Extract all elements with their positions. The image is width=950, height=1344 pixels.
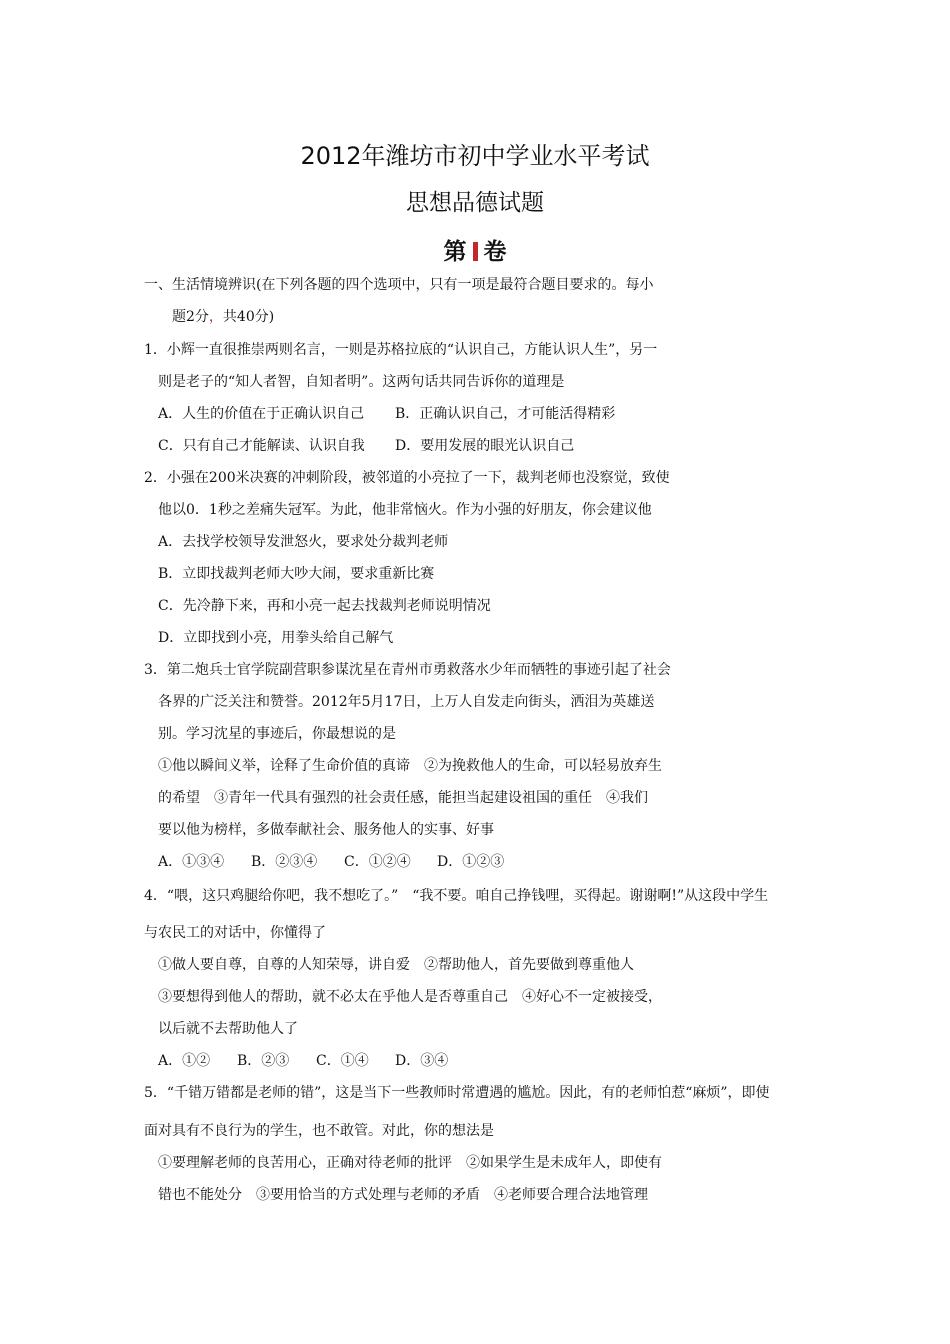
q3-option-a: A．①③④ bbox=[158, 854, 225, 870]
roman-numeral-one-mark bbox=[473, 242, 478, 261]
q4-option-d: D．③④ bbox=[395, 1053, 449, 1069]
q2-stem-line-1: 2．小强在200米决赛的冲刺阶段，被邻道的小亮拉了一下，裁判老师也没察觉，致使 bbox=[144, 470, 670, 486]
q5-statement-line-2: 错也不能处分 ③要用恰当的方式处理与老师的矛盾 ④老师要合理合法地管理 bbox=[158, 1187, 648, 1203]
q3-statement-line-3: 要以他为榜样，多做奉献社会、服务他人的实事、好事 bbox=[158, 822, 494, 838]
exam-subtitle: 思想品德试题 bbox=[406, 190, 544, 216]
q4-option-c: C．①④ bbox=[316, 1053, 369, 1069]
q2-option-d: D．立即找到小亮，用拳头给自己解气 bbox=[158, 630, 394, 646]
q4-stem-line-2: 与农民工的对话中，你懂得了 bbox=[144, 925, 326, 941]
q3-statement-line-1: ①他以瞬间义举，诠释了生命价值的真谛 ②为挽救他人的生命，可以轻易放弃生 bbox=[158, 758, 662, 774]
q4-statement-line-3: 以后就不去帮助他人了 bbox=[158, 1021, 298, 1037]
exam-title: 2012年潍坊市初中学业水平考试 bbox=[300, 142, 650, 170]
q3-stem-line-2: 各界的广泛关注和赞誉。2012年5月17日，上万人自发走向街头，洒泪为英雄送 bbox=[158, 694, 655, 710]
part-heading bbox=[0, 233, 950, 266]
q2-option-b: B．立即找裁判老师大吵大闹，要求重新比赛 bbox=[158, 566, 435, 582]
q4-option-b: B．②③ bbox=[237, 1053, 290, 1069]
q3-stem-line-3: 别。学习沈星的事迹后，你最想说的是 bbox=[158, 726, 396, 742]
red-separator: ， bbox=[208, 309, 223, 325]
q2-stem-line-2: 他以0．1秒之差痛失冠军。为此，他非常恼火。作为小强的好朋友，你会建议他 bbox=[158, 502, 652, 518]
q5-stem-line-2: 面对具有不良行为的学生，也不敢管。对此，你的想法是 bbox=[144, 1123, 494, 1139]
points-total: 共40分) bbox=[222, 309, 275, 325]
q4-stem-line-1: 4．“喂，这只鸡腿给你吧，我不想吃了。” “我不要。咱自己挣钱哩，买得起。谢谢啊!”从这段中学生 bbox=[144, 888, 769, 904]
section-heading-line-1: 一、生活情境辨识(在下列各题的四个选项中，只有一项是最符合题目要求的。每小 bbox=[144, 277, 654, 293]
q2-option-a: A．去找学校领导发泄怒火，要求处分裁判老师 bbox=[158, 534, 449, 550]
q1-stem-line-1: 1．小辉一直很推崇两则名言，一则是苏格拉底的“认识自己，方能认识人生”，另一 bbox=[144, 342, 658, 358]
q4-option-a: A．①② bbox=[158, 1053, 211, 1069]
section-heading-line-2 bbox=[172, 308, 274, 326]
q1-stem-line-2: 则是老子的“知人者智，自知者明”。这两句话共同告诉你的道理是 bbox=[158, 374, 565, 390]
q4-statement-line-1: ①做人要自尊，自尊的人知荣辱，讲自爱 ②帮助他人，首先要做到尊重他人 bbox=[158, 957, 634, 973]
q1-option-c: C．只有自己才能解读、认识自我 bbox=[158, 438, 365, 454]
part-prefix: 第 bbox=[443, 239, 467, 265]
q3-option-c: C．①②④ bbox=[344, 854, 411, 870]
q3-stem-line-1: 3．第二炮兵士官学院副营职参谋沈星在青州市勇救落水少年而牺牲的事迹引起了社会 bbox=[144, 662, 671, 678]
points-per-question: 题2分 bbox=[172, 309, 209, 325]
q3-statement-line-2: 的希望 ③青年一代具有强烈的社会责任感，能担当起建设祖国的重任 ④我们 bbox=[158, 790, 648, 806]
q3-option-b: B．②③④ bbox=[251, 854, 318, 870]
q2-option-c: C．先冷静下来，再和小亮一起去找裁判老师说明情况 bbox=[158, 598, 491, 614]
q3-option-d: D．①②③ bbox=[437, 854, 505, 870]
q1-option-a: A．人生的价值在于正确认识自己 bbox=[158, 406, 365, 422]
q4-statement-line-2: ③要想得到他人的帮助，就不必太在乎他人是否尊重自己 ④好心不一定被接受， bbox=[158, 989, 662, 1005]
part-suffix: 卷 bbox=[483, 239, 507, 265]
q1-option-b: B．正确认识自己，才可能活得精彩 bbox=[395, 406, 616, 422]
q1-option-d: D．要用发展的眼光认识自己 bbox=[395, 438, 575, 454]
q5-statement-line-1: ①要理解老师的良苦用心，正确对待老师的批评 ②如果学生是未成年人，即使有 bbox=[158, 1155, 662, 1171]
q5-stem-line-1: 5．“千错万错都是老师的错”，这是当下一些教师时常遭遇的尴尬。因此，有的老师怕惹“麻烦”，即使 bbox=[144, 1085, 770, 1101]
